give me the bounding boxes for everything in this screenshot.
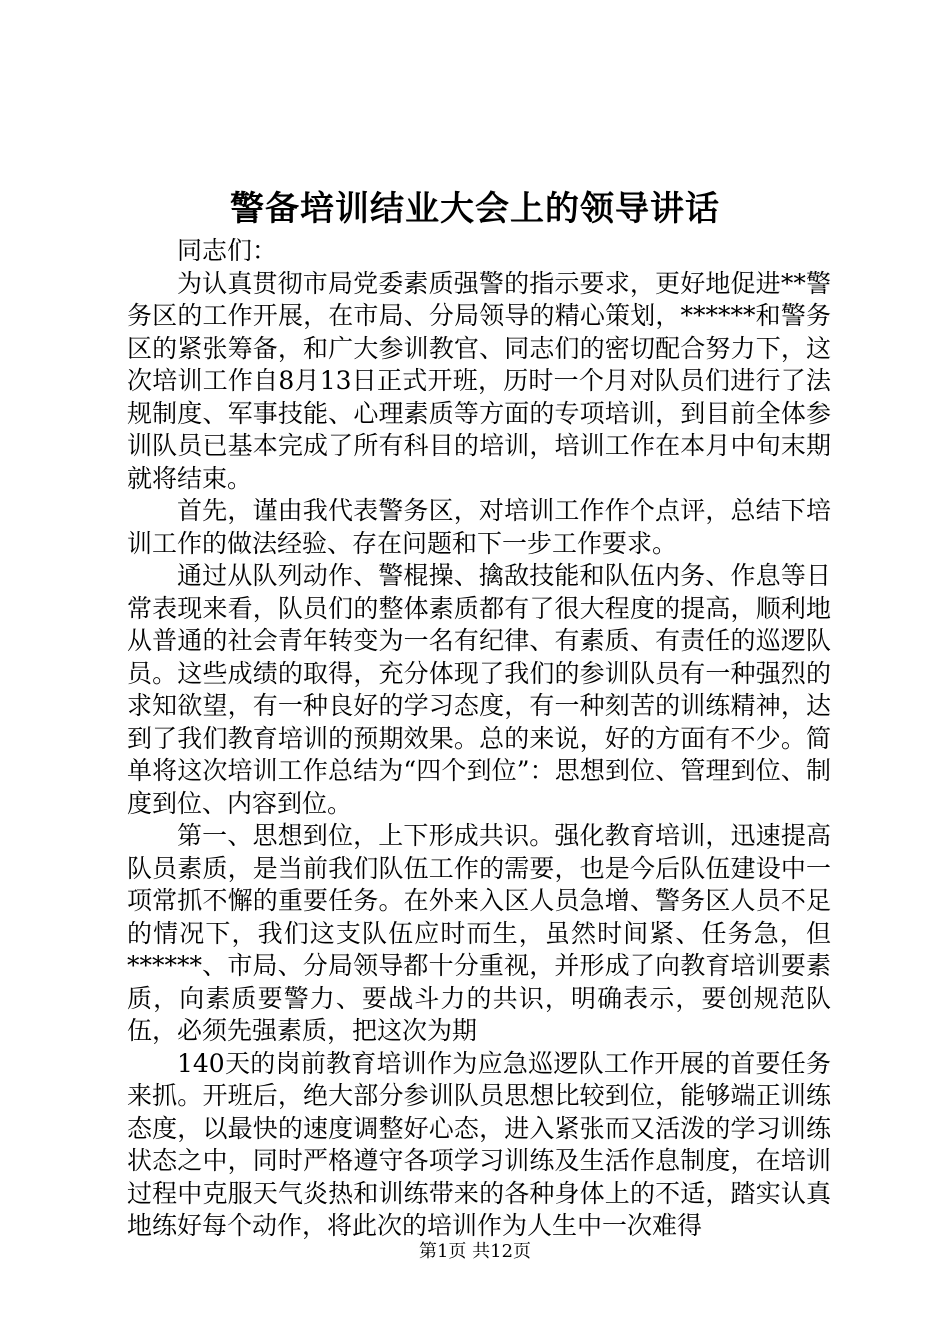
- paragraph-5: 140天的岗前教育培训作为应急巡逻队工作开展的首要任务来抓。开班后，绝大部分参训队员思想比较到位，能够端正训练态度，以最快的速度调整好心态，进入紧张而又活泼的学习训练状态之中，同时严格遵守各项学习训练及生活作息制度，在培训过程中克服天气炎热和训练带来的各种身体上的不适，踏实认真地练好每个动作，将此次的培训作为人生中一次难得: [127, 1048, 831, 1240]
- paragraph-1: 为认真贯彻市局党委素质强警的指示要求，更好地促进**警务区的工作开展，在市局、分局领导的精心策划，******和警务区的紧张筹备，和广大参训教官、同志们的密切配合努力下，这次培训工作自8月13日正式开班，历时一个月对队员们进行了法规制度、军事技能、心理素质等方面的专项培训，到目前全体参训队员已基本完成了所有科目的培训，培训工作在本月中旬末期就将结束。: [127, 268, 831, 493]
- paragraph-4: 第一、思想到位，上下形成共识。强化教育培训，迅速提高队员素质，是当前我们队伍工作的需要，也是今后队伍建设中一项常抓不懈的重要任务。在外来入区人员急增、警务区人员不足的情况下，我们这支队伍应时而生，虽然时间紧、任务急，但******、市局、分局领导都十分重视，并形成了向教育培训要素质，向素质要警力、要战斗力的共识，明确表示，要创规范队伍，必须先强素质，把这次为期: [127, 821, 831, 1045]
- greeting: 同志们：: [177, 236, 278, 265]
- page-footer: 第1页 共12页: [418, 1241, 532, 1262]
- document-body: [127, 235, 831, 1243]
- paragraph-3: 通过从队列动作、警棍操、擒敌技能和队伍内务、作息等日常表现来看，队员们的整体素质都有了很大程度的提高，顺利地从普通的社会青年转变为一名有纪律、有素质、有责任的巡逻队员。这些成绩的取得，充分体现了我们的参训队员有一种强烈的求知欲望，有一种良好的学习态度，有一种刻苦的训练精神，达到了我们教育培训的预期效果。总的来说，好的方面有不少。简单将这次培训工作总结为“四个到位”：思想到位、管理到位、制度到位、内容到位。: [127, 561, 831, 818]
- document-title: 警备培训结业大会上的领导讲话: [230, 189, 720, 229]
- paragraph-2: 首先，谨由我代表警务区，对培训工作作个点评，总结下培训工作的做法经验、存在问题和下一步工作要求。: [127, 496, 831, 558]
